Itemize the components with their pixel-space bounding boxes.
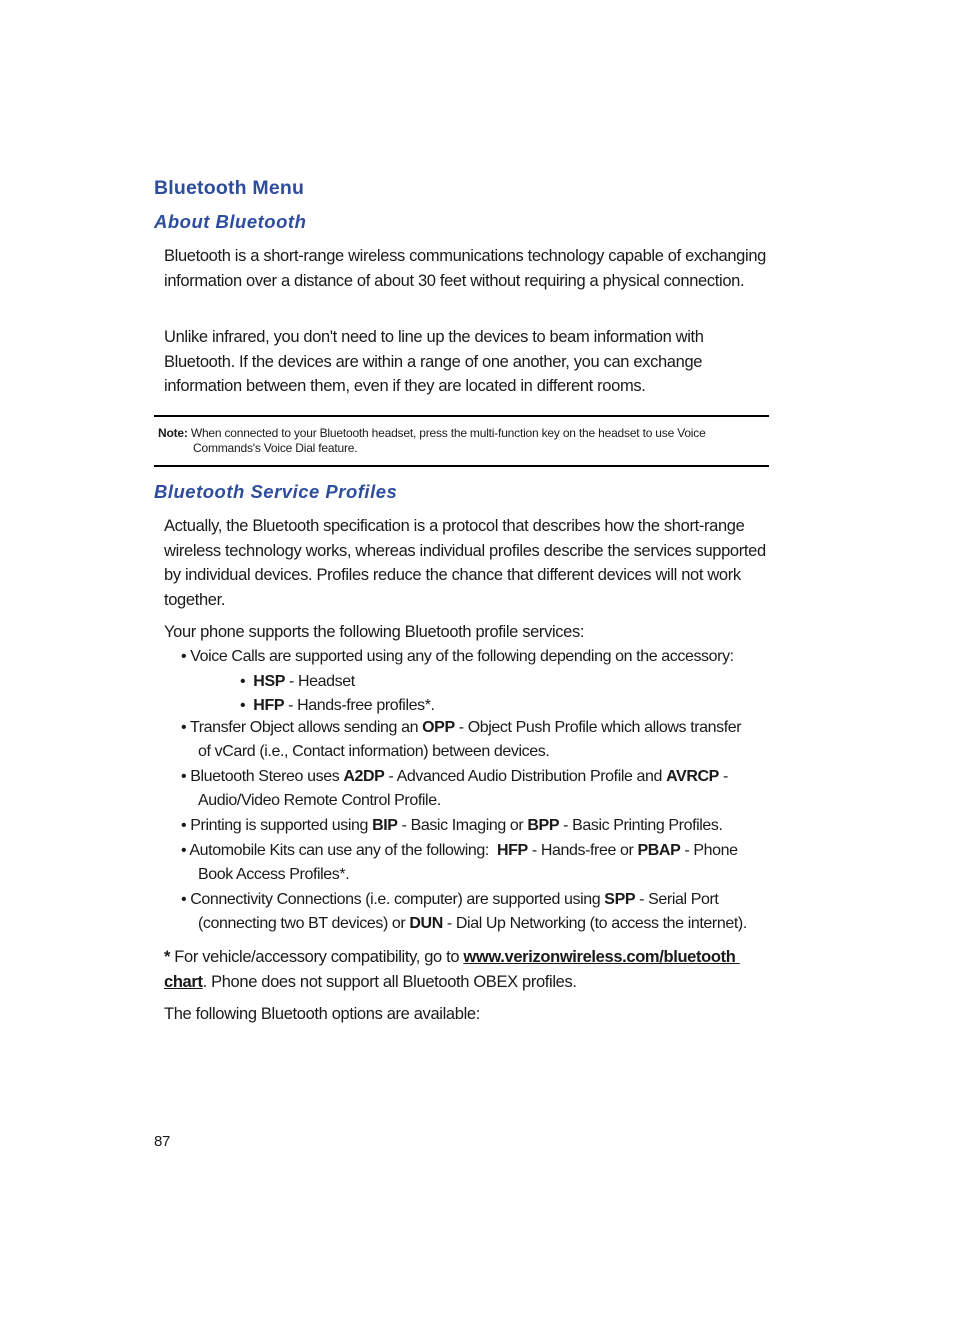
- subsection-title-about: About Bluetooth: [154, 211, 307, 232]
- bullet-icon: •: [181, 648, 187, 665]
- note-label: Note:: [158, 426, 188, 440]
- list-item-printing: • Printing is supported using BIP - Basic Imaging or BPP - Basic Printing Profiles.: [181, 817, 723, 834]
- bullet-icon: •: [240, 673, 246, 690]
- note-text-line1: When connected to your Bluetooth headset, press the multi-function key on the headset to use Voice: [190, 426, 706, 440]
- list-item-automobile: • Automobile Kits can use any of the following: HFP - Hands-free or PBAP - Phone Book Access Profiles*.: [181, 842, 738, 884]
- about-paragraph-1: Bluetooth is a short-range wireless communications technology capable of exchanging information over a distance of about 30 feet without requiring a physical connection.: [164, 247, 766, 290]
- sub-item-hsp: • HSP - Headset: [240, 673, 355, 690]
- bullet-icon: •: [181, 891, 187, 908]
- about-paragraph-2: Unlike infrared, you don't need to line up the devices to beam information with Bluetooth. If the devices are within a range of one another, you can exchange information between them, even if they are located in different rooms.: [164, 328, 704, 396]
- profiles-paragraph-1: Actually, the Bluetooth specification is a protocol that describes how the short-range wireless technology works, whereas individual profiles describe the services supported by individual devices. Profiles reduce the chance that different devices will not work together.: [164, 517, 766, 609]
- subsection-title-profiles: Bluetooth Service Profiles: [154, 481, 398, 502]
- list-item-transfer-object: • Transfer Object allows sending an OPP - Object Push Profile which allows transfer of vCard (i.e., Contact information) between devices.: [181, 719, 742, 761]
- options-intro: The following Bluetooth options are available:: [164, 1005, 480, 1023]
- note-box: [158, 426, 770, 456]
- bullet-icon: •: [181, 719, 187, 736]
- bullet-icon: •: [181, 768, 187, 785]
- sub-item-hfp: • HFP - Hands-free profiles*.: [240, 697, 435, 714]
- bullet-icon: •: [240, 697, 246, 714]
- profiles-intro: Your phone supports the following Bluetooth profile services:: [164, 623, 585, 641]
- bullet-icon: •: [181, 842, 187, 859]
- bluetooth-chart-link-cont[interactable]: chart: [164, 972, 203, 991]
- bluetooth-chart-link[interactable]: www.verizonwireless.com/bluetooth: [463, 948, 740, 966]
- bullet-icon: •: [181, 817, 187, 834]
- section-title: Bluetooth Menu: [154, 177, 305, 199]
- page-number: 87: [154, 1133, 171, 1150]
- note-bottom-rule: [154, 465, 769, 467]
- note-top-rule: [154, 415, 769, 417]
- list-item-stereo: • Bluetooth Stereo uses A2DP - Advanced Audio Distribution Profile and AVRCP - Audio/Video Remote Control Profile.: [181, 768, 728, 810]
- list-item-voice-calls: • Voice Calls are supported using any of the following depending on the accessory:: [181, 648, 734, 665]
- compatibility-footnote: * For vehicle/accessory compatibility, go to www.verizonwireless.com/bluetooth chart. Phone does not support all Bluetooth OBEX profiles.: [164, 948, 740, 991]
- list-item-connectivity: • Connectivity Connections (i.e. computer) are supported using SPP - Serial Port (connecting two BT devices) or DUN - Dial Up Networking (to access the internet).: [181, 891, 747, 933]
- note-text-line2: Commands's Voice Dial feature.: [193, 441, 358, 455]
